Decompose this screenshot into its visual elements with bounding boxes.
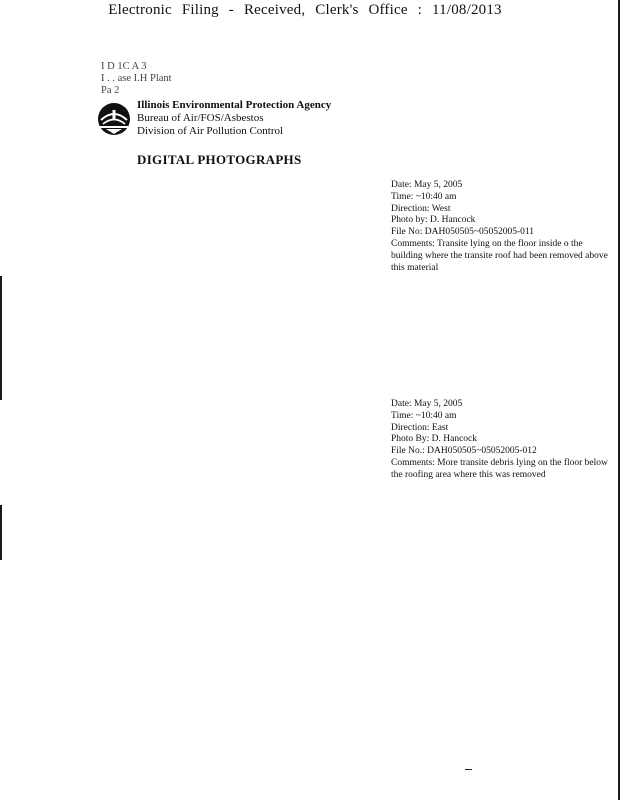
photo-time: Time: ~10:40 am [391,191,457,202]
photo-photographer: Photo By: D. Hancock [391,434,478,445]
filing-stamp: Electronic Filing - Received, Clerk's Office : 11/08/2013 [108,2,502,18]
photo-comments: Comments: Transite lying on the floor inside o the building where the transite roof had been removed above this material [391,238,608,273]
photo-file-number: File No: DAH050505~05052005-011 [391,227,535,238]
page-right-border [618,0,620,800]
agency-name: Illinois Environmental Protection Agency [137,99,332,111]
iepa-logo-icon [97,102,131,136]
photo-caption-2 [391,399,613,482]
left-edge-mark [0,505,2,560]
photo-direction: Direction: West [391,203,451,214]
footer-dash [465,769,472,770]
photo-comments: Comments: More transite debris lying on the floor below the roofing area where this was removed [391,457,608,480]
agency-division: Division of Air Pollution Control [137,125,284,137]
photo-file-number: File No.: DAH050505~05052005-012 [391,446,537,457]
document-title: DIGITAL PHOTOGRAPHS [137,152,302,167]
photo-date: Date: May 5, 2005 [391,180,463,190]
case-page-line: Pa 2 [101,85,120,96]
photo-caption-1 [391,180,613,274]
agency-block [137,99,331,138]
photo-date: Date: May 5, 2005 [391,399,463,409]
photo-direction: Direction: East [391,422,449,433]
case-facility-line: I . . ase I.H Plant [101,73,172,84]
case-id-line: I D 1C A 3 [101,61,147,72]
photo-photographer: Photo by: D. Hancock [391,215,476,226]
agency-bureau: Bureau of Air/FOS/Asbestos [137,112,264,124]
left-edge-mark [0,300,2,400]
photo-time: Time: ~10:40 am [391,410,457,421]
